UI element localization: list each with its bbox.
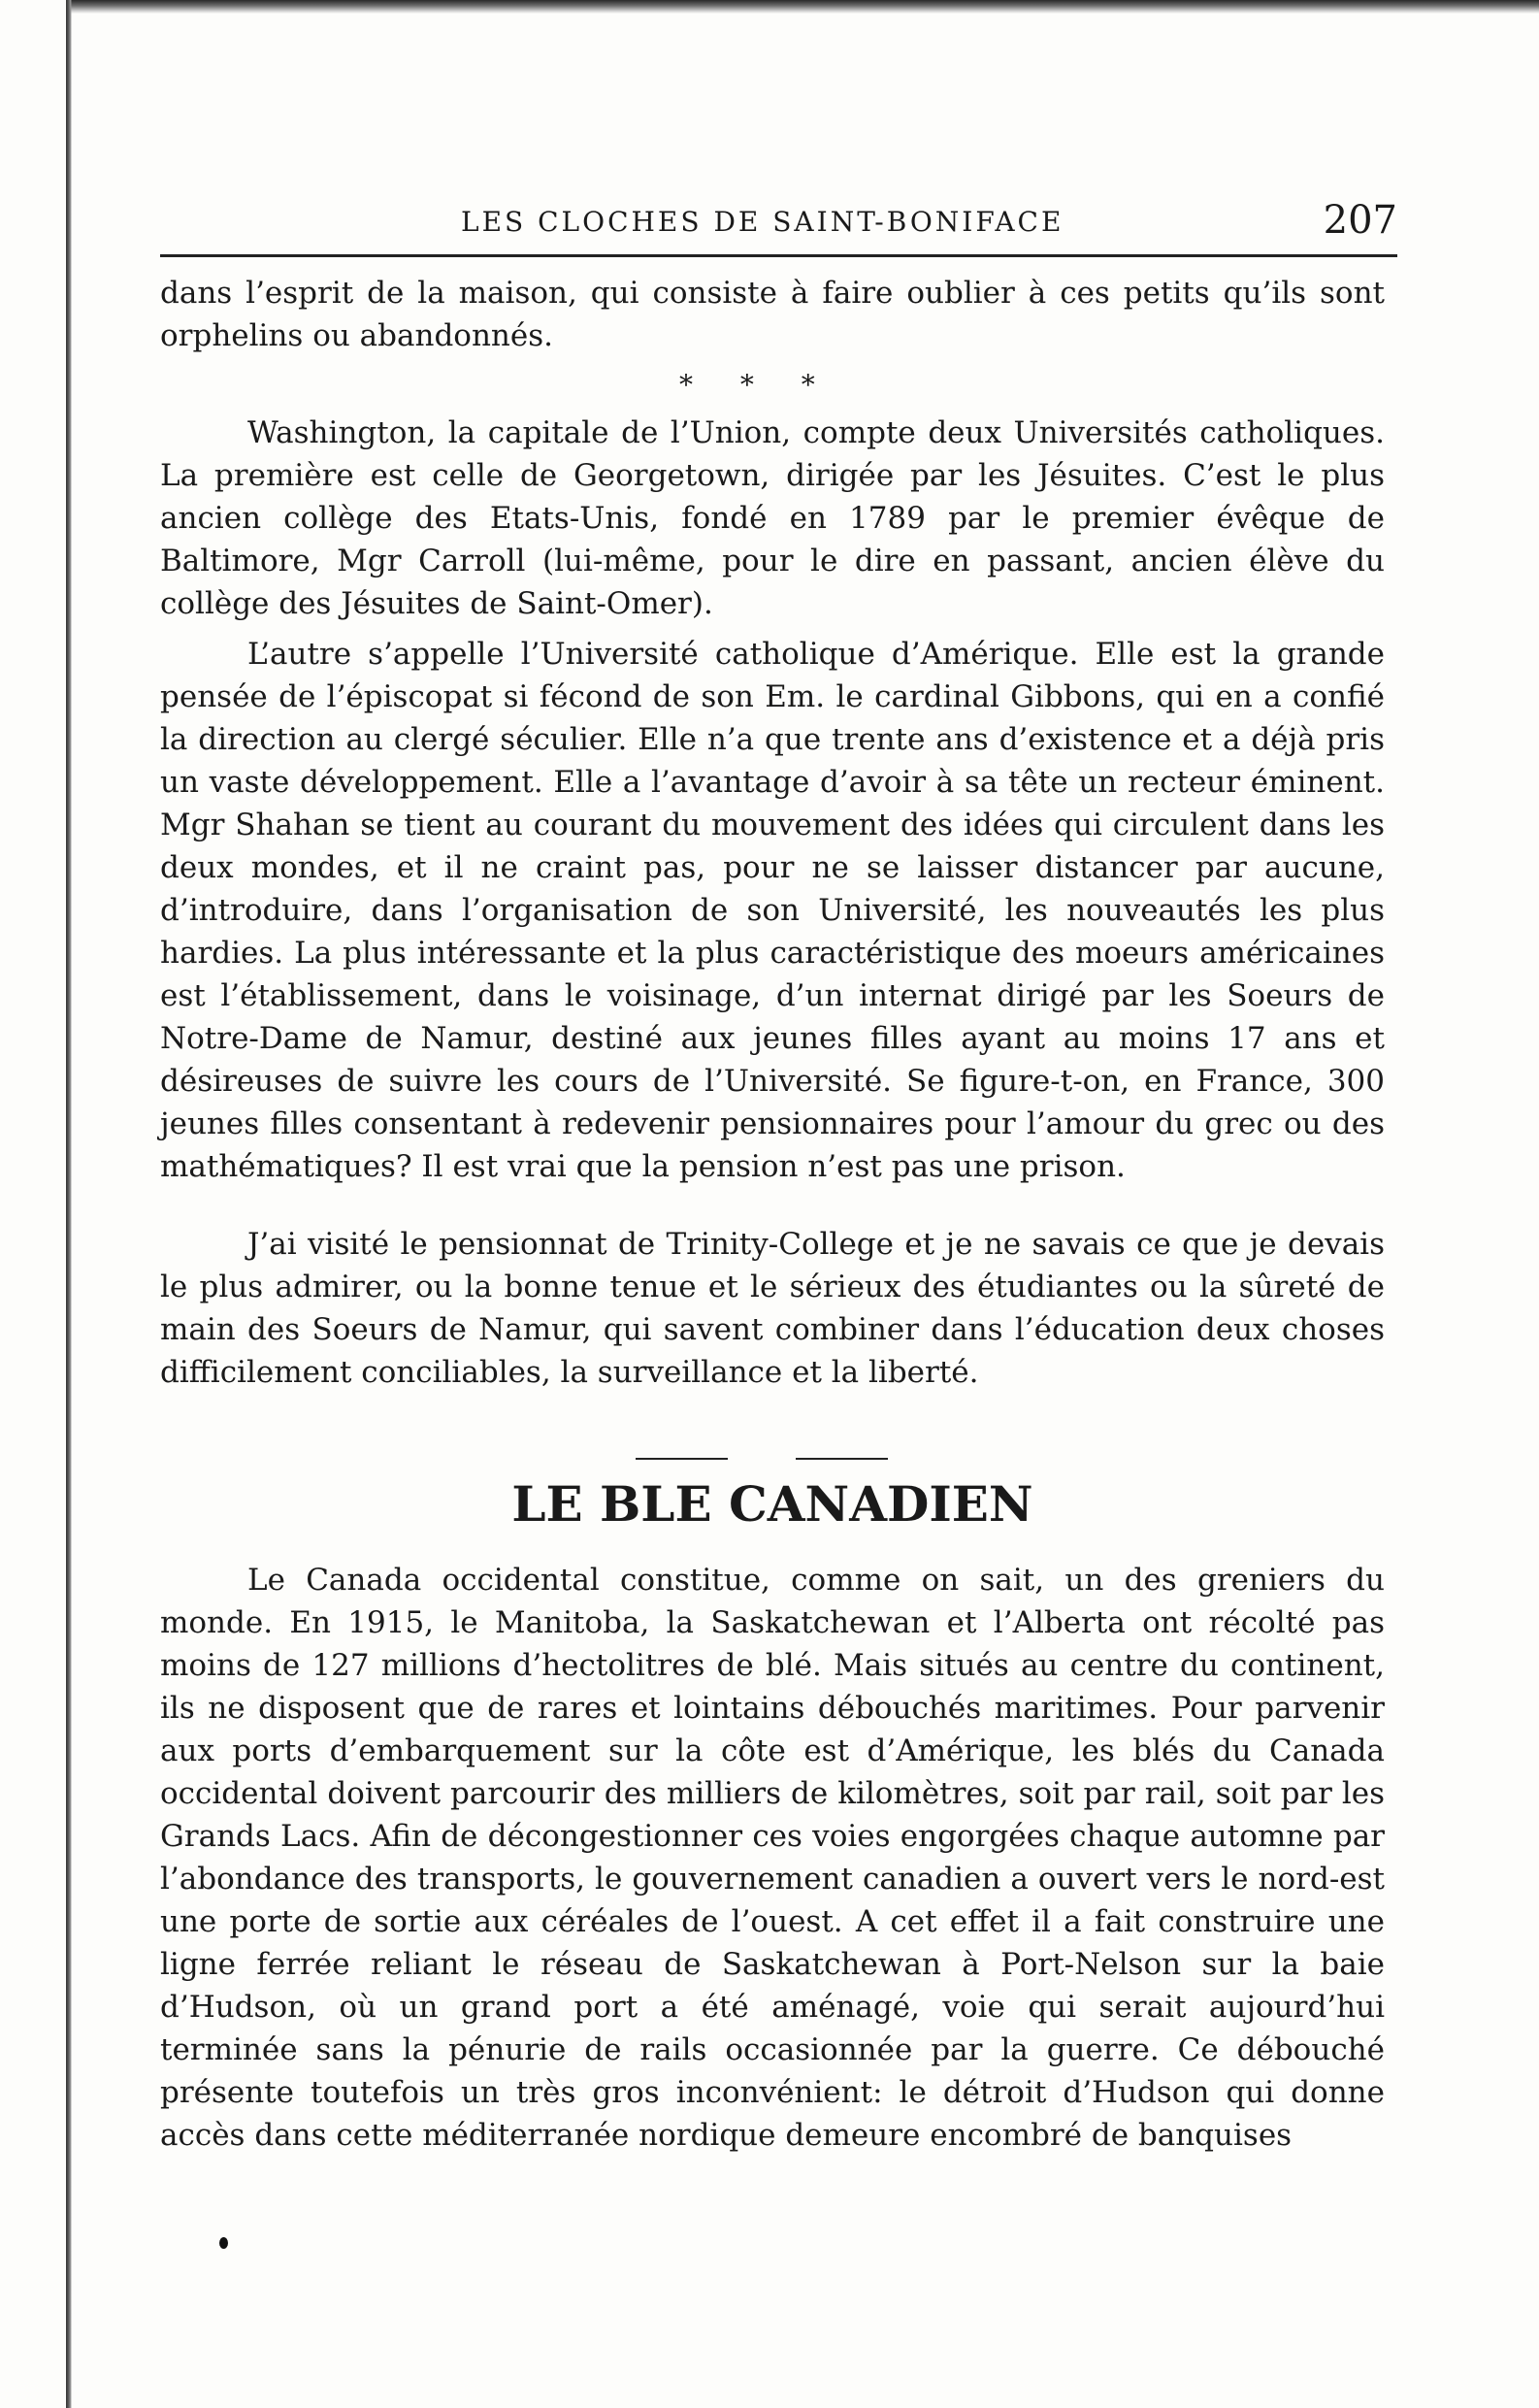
section-rule-right — [796, 1458, 888, 1460]
header-rule — [160, 254, 1397, 257]
running-title: LES CLOCHES DE SAINT-BONIFACE — [461, 206, 1064, 238]
scan-top-edge — [68, 0, 1539, 14]
section-separator-stars: * * * — [679, 369, 835, 401]
paragraph-continuation: dans l’esprit de la maison, qui consiste à faire oublier à ces petits qu’ils sont orphelins ou abandonnés. — [160, 276, 1385, 353]
page-number: 207 — [1323, 198, 1397, 243]
section-title: LE BLE CANADIEN — [511, 1475, 1033, 1533]
section-rule-left — [636, 1458, 728, 1460]
paragraph-washington: Washington, la capitale de l’Union, compte deux Universités catholiques. La première est celle de Georgetown, dirigée par les Jésuites. C’est le plus ancien collège des Etats-Unis, fondé en 1789 par le premier évêque de Baltimore, Mgr Carroll (lui-même, pour le dire en passant, ancien élève du collège des Jésuites de Saint-Omer). — [160, 415, 1385, 621]
page-header — [160, 194, 1397, 252]
paragraph-trinity-college: J’ai visité le pensionnat de Trinity-College et je ne savais ce que je devais le plus admirer, ou la bonne tenue et le sérieux des étudiantes ou la sûreté de main des Soeurs de Namur, qui savent combiner dans l’éducation deux choses difficilement conciliables, la surveillance et la liberté. — [160, 1227, 1385, 1390]
ink-speck — [219, 2237, 228, 2249]
paragraph-universite-catholique: L’autre s’appelle l’Université catholique d’Amérique. Elle est la grande pensée de l’épiscopat si fécond de son Em. le cardinal Gibbons, qui en a confié la direction au clergé séculier. Elle n’a que trente ans d’existence et a déjà pris un vaste développement. Elle a l’avantage d’avoir à sa tête un recteur éminent. Mgr Shahan se tient au courant du mouvement des idées qui circulent dans les deux mondes, et il ne craint pas, pour ne se laisser distancer par aucune, d’introduire, dans l’organisation de son Université, les nouveautés les plus hardies. La plus intéressante et la plus caractéristique des moeurs américaines est l’établissement, dans le voisinage, d’un internat dirigé par les Soeurs de Notre-Dame de Namur, destiné aux jeunes filles ayant au moins 17 ans et désireuses de suivre les cours de l’Université. Se figure-t-on, en France, 300 jeunes filles consentant à redevenir pensionnaires pour l’amour du grec ou des mathématiques? Il est vrai que la pension n’est pas une prison. — [160, 637, 1385, 1184]
paragraph-ble-canadien: Le Canada occidental constitue, comme on sait, un des greniers du monde. En 1915, le Manitoba, la Saskatchewan et l’Alberta ont récolté pas moins de 127 millions d’hectolitres de blé. Mais situés au centre du continent, ils ne disposent que de rares et lointains débouchés maritimes. Pour parvenir aux ports d’embarquement sur la côte est d’Amérique, les blés du Canada occidental doivent parcourir des milliers de kilomètres, soit par rail, soit par les Grands Lacs. Afin de décongestionner ces voies engorgées chaque automne par l’abondance des transports, le gouvernement canadien a ouvert vers le nord-est une porte de sortie aux céréales de l’ouest. A cet effet il a fait construire une ligne ferrée reliant le réseau de Saskatchewan à Port-Nelson sur la baie d’Hudson, où un grand port a été aménagé, voie qui serait aujourd’hui terminée sans la pénurie de rails occasionnée par la guerre. Ce débouché présente toutefois un très gros inconvénient: le détroit d’Hudson qui donne accès dans cette méditerranée nordique demeure encombré de banquises — [160, 1563, 1385, 2153]
scan-left-edge — [66, 0, 72, 2408]
